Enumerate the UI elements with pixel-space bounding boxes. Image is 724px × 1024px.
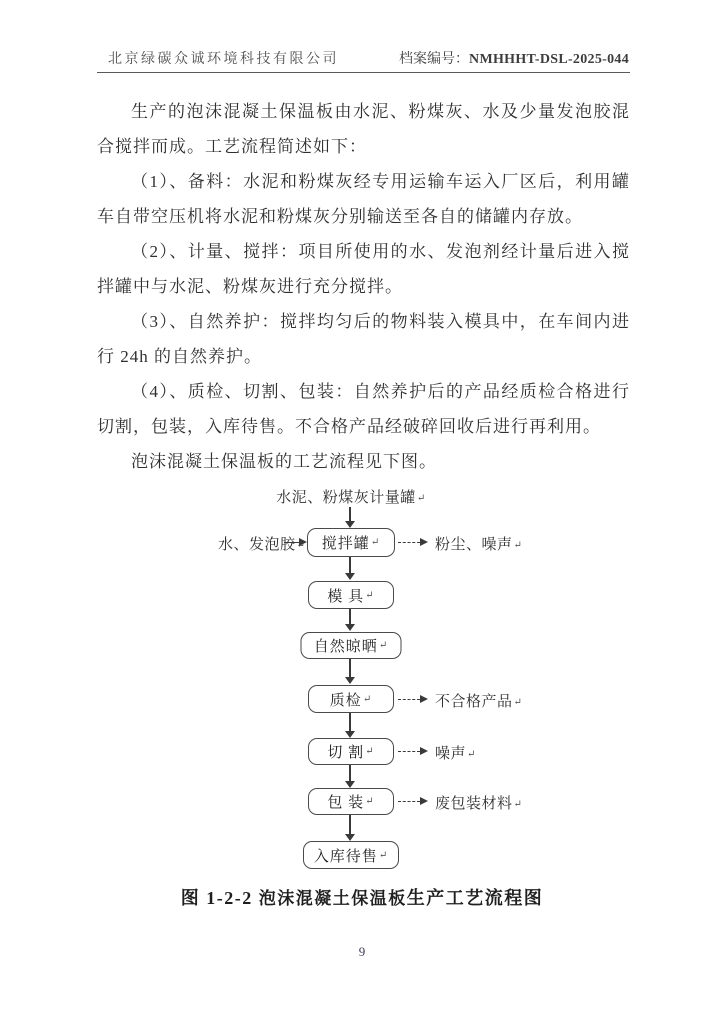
flow-node-mold: 模 具 ↵ [308,581,394,609]
figure-title-rest: 生产工艺流程图 [406,888,544,908]
figure-number: 图 1-2-2 [180,888,259,908]
return-mark: ↵ [513,697,523,708]
figure-title-product: 泡沫混凝土保温板 [258,889,407,908]
flow-node-packaging: 包 装 ↵ [308,788,394,815]
down-arrow [349,609,351,624]
down-arrow [349,507,351,521]
down-arrow [349,765,351,781]
return-mark: ↵ [378,849,389,861]
return-mark: ↵ [365,746,375,757]
return-mark: ↵ [296,540,306,551]
doc-number-label: 档案编号： [399,52,470,67]
page-number: 9 [358,944,366,959]
flow-node-natural-drying: 自然晾晒 ↵ [301,632,402,659]
flow-node-cutting: 切 割 ↵ [308,738,394,765]
right-arrow [284,542,299,543]
return-mark: ↵ [370,537,381,548]
dashed-right-arrow [398,699,420,700]
flow-node-quality-check: 质检 ↵ [308,685,394,713]
down-arrow [349,659,351,677]
return-mark: ↵ [513,799,523,810]
paragraph-intro: 生产的泡沫混凝土保温板由水泥、粉煤灰、水及少量发泡胶混合搅拌而成。工艺流程简述如下： [97,102,630,156]
header-doc-number [399,48,629,68]
dashed-right-arrow [398,542,420,543]
down-arrow [349,815,351,834]
paragraph-step2: （2）、计量、搅拌：项目所使用的水、发泡剂经计量后进入搅拌罐中与水泥、粉煤灰进行充分搅拌。 [97,242,630,296]
dashed-right-arrow [398,801,420,802]
flow-output-waste-packaging: 废包装材料↵ [435,796,523,812]
paragraph-step3: （3）、自然养护：搅拌均匀后的物料装入模具中，在车间内进行 24h 的自然养护。 [97,312,630,366]
paragraph-step1: （1）、备料：水泥和粉煤灰经专用运输车运入厂区后，利用罐车自带空压机将水泥和粉煤灰分别输送至各自的储罐内存放。 [97,172,630,226]
doc-number-value: NMHHHT-DSL-2025-044 [469,52,629,67]
down-arrow [349,713,351,731]
paragraph-outro: 泡沫混凝土保温板的工艺流程见下图。 [131,452,437,471]
down-arrow [349,557,351,573]
return-mark: ↵ [362,693,373,705]
return-mark: ↵ [365,589,375,601]
flow-emission-noise: 噪声↵ [435,746,476,762]
return-mark: ↵ [467,749,476,760]
flow-output-rejects: 不合格产品↵ [435,694,523,710]
flow-source-label: 水泥、粉煤灰计量罐↵ [276,490,426,506]
flow-node-warehouse-sale: 入库待售 ↵ [303,841,399,869]
figure-caption [0,884,724,910]
return-mark: ↵ [416,493,426,504]
body-text [97,94,630,484]
flow-emission-dust-noise: 粉尘、噪声↵ [435,537,523,553]
return-mark: ↵ [365,796,375,807]
return-mark: ↵ [378,640,389,651]
dashed-right-arrow [398,751,420,752]
header-company-name: 北京绿碳众诚环境科技有限公司 [108,52,339,67]
header-divider [97,72,630,73]
flow-node-mixing-tank: 搅拌罐 ↵ [307,528,395,557]
flow-input-label: 水、发泡胶↵ [218,537,306,553]
return-mark: ↵ [513,540,523,551]
paragraph-step4: （4）、质检、切割、包装：自然养护后的产品经质检合格进行切割，包装，入库待售。不合格产品经破碎回收后进行再利用。 [97,382,630,436]
